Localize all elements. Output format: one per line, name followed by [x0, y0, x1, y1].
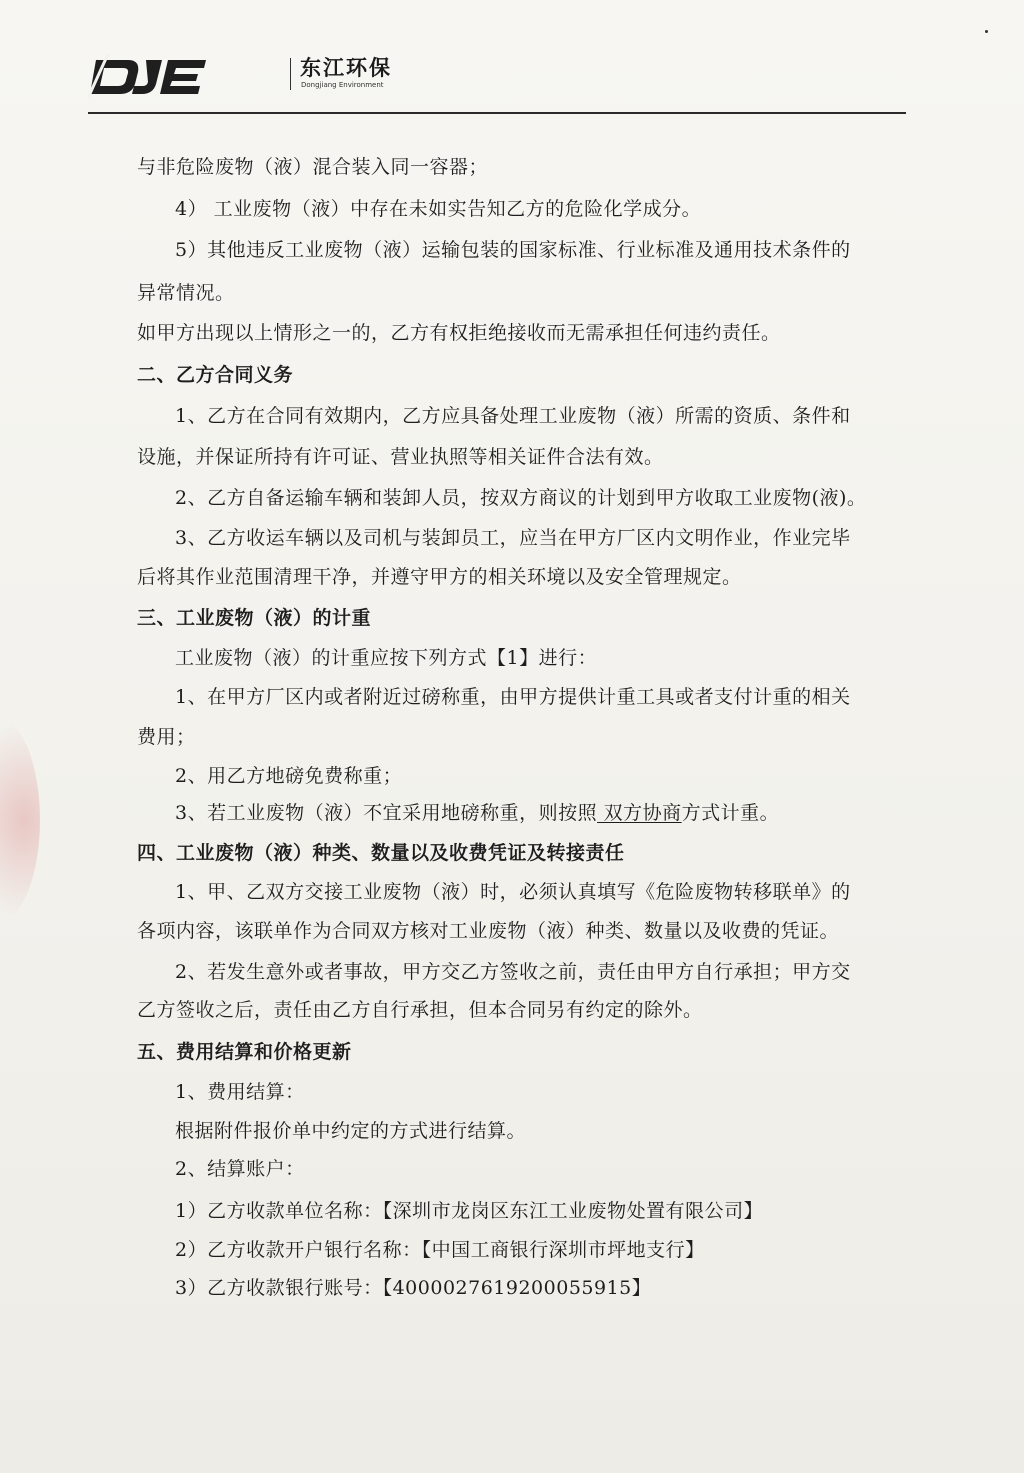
body-line: 根据附件报价单中约定的方式进行结算。: [175, 1120, 527, 1142]
company-name-cn: 东江环保: [300, 56, 392, 80]
body-line: 异常情况。: [137, 282, 235, 304]
weighing-text-a: 3、若工业废物（液）不宜采用地磅称重，则按照: [175, 802, 598, 824]
body-line: 2、结算账户：: [175, 1158, 305, 1180]
body-line: 1、乙方在合同有效期内，乙方应具备处理工业废物（液）所需的资质、条件和: [175, 405, 851, 427]
company-name-en: Dongjiang Environment: [301, 81, 384, 89]
body-line: 费用；: [137, 726, 196, 748]
header-rule: [88, 112, 906, 114]
body-line: 5）其他违反工业废物（液）运输包装的国家标准、行业标准及通用技术条件的: [175, 239, 851, 261]
body-line: 与非危险废物（液）混合装入同一容器；: [137, 156, 489, 178]
body-line: 乙方签收之后，责任由乙方自行承担，但本合同另有约定的除外。: [137, 999, 703, 1021]
scan-speck: [985, 30, 988, 33]
body-line: 1、甲、乙双方交接工业废物（液）时，必须认真填写《危险废物转移联单》的: [175, 881, 851, 903]
body-line: 3、乙方收运车辆以及司机与装卸员工，应当在甲方厂区内文明作业，作业完毕: [175, 527, 851, 549]
body-line: 1、在甲方厂区内或者附近过磅称重，由甲方提供计重工具或者支付计重的相关: [175, 686, 851, 708]
body-line: 各项内容，该联单作为合同双方核对工业废物（液）种类、数量以及收费的凭证。: [137, 920, 840, 942]
payee-name-line: 1）乙方收款单位名称：【深圳市龙岗区东江工业废物处置有限公司】: [175, 1200, 764, 1222]
body-line: 2、若发生意外或者事故，甲方交乙方签收之前，责任由甲方自行承担；甲方交: [175, 961, 851, 983]
body-line: 工业废物（液）的计重应按下列方式【1】进行：: [175, 647, 598, 669]
weighing-method-fill: 双方协商: [597, 802, 682, 824]
red-seal-fragment: [0, 720, 40, 920]
body-line: 2、用乙方地磅免费称重；: [175, 765, 403, 787]
section-heading-2: 二、乙方合同义务: [137, 364, 294, 386]
section-heading-4: 四、工业废物（液）种类、数量以及收费凭证及转接责任: [137, 842, 625, 864]
weighing-text-c: 方式计重。: [681, 802, 780, 824]
body-line: 2、乙方自备运输车辆和装卸人员，按双方商议的计划到甲方收取工业废物(液)。: [175, 487, 867, 509]
body-line-weighing: [175, 801, 779, 825]
body-line: 4） 工业废物（液）中存在未如实告知乙方的危险化学成分。: [175, 198, 702, 220]
section-heading-5: 五、费用结算和价格更新: [137, 1041, 352, 1063]
letterhead: [88, 48, 908, 118]
logo-divider: [290, 58, 291, 90]
section-heading-3: 三、工业废物（液）的计重: [137, 607, 372, 629]
body-line: 如甲方出现以上情形之一的，乙方有权拒绝接收而无需承担任何违约责任。: [137, 322, 781, 344]
body-line: 1、费用结算：: [175, 1081, 305, 1103]
body-line: 后将其作业范围清理干净，并遵守甲方的相关环境以及安全管理规定。: [137, 566, 742, 588]
body-line: 设施，并保证所持有许可证、营业执照等相关证件合法有效。: [137, 446, 664, 468]
dje-logo-icon: [88, 54, 208, 98]
payee-account-line: 3）乙方收款银行账号：【4000027619200055915】: [175, 1277, 652, 1299]
payee-bank-line: 2）乙方收款开户银行名称：【中国工商银行深圳市坪地支行】: [175, 1239, 705, 1261]
